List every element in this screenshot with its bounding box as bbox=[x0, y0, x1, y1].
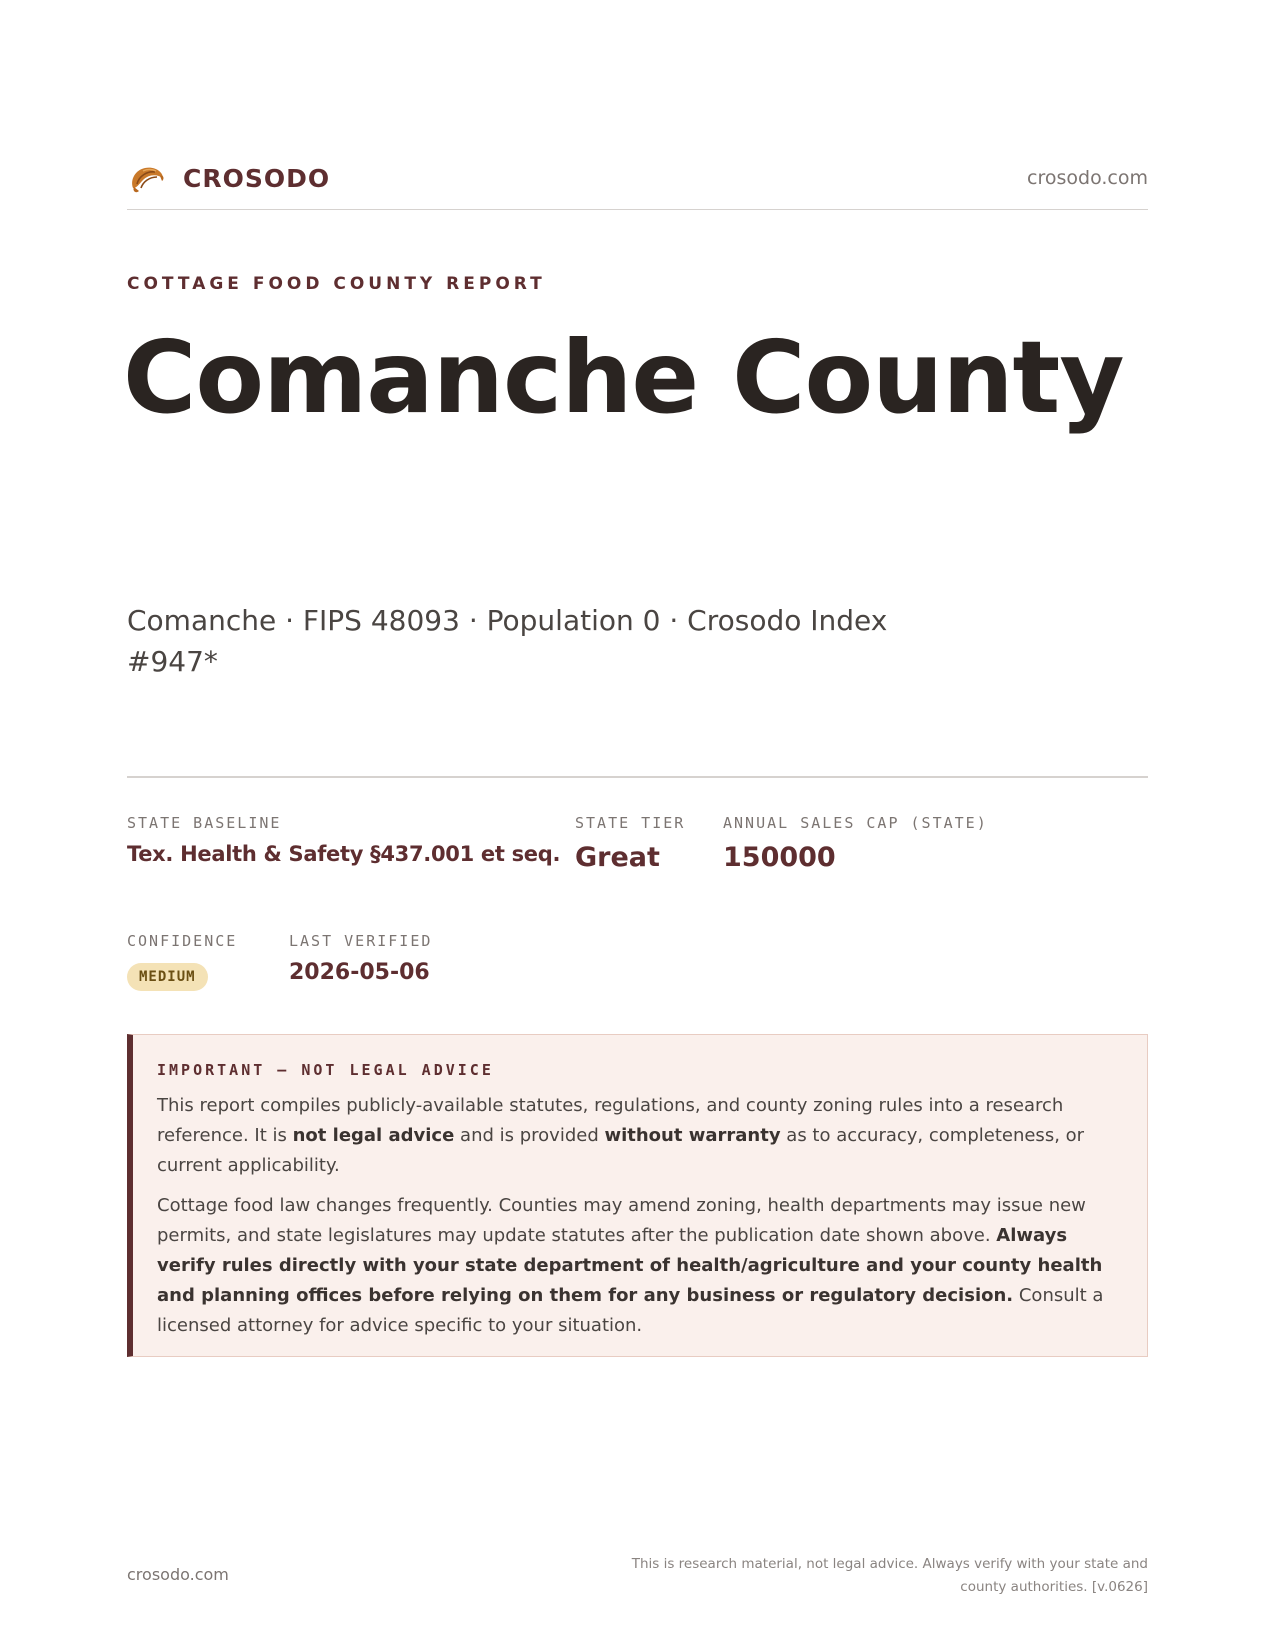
state-baseline-label: STATE BASELINE bbox=[127, 814, 282, 832]
footer-disclaimer: This is research material, not legal advice. Always verify with your state and county authorities. [v.0626] bbox=[631, 1556, 1148, 1595]
notice-paragraph-2 bbox=[157, 1191, 1123, 1341]
notice-emphasis: Always verify rules directly with your state department of health/agriculture and your county health and planning offices before relying on them for any business or regulatory decision. bbox=[157, 1225, 1103, 1306]
legal-notice bbox=[127, 1034, 1148, 1357]
croissant-icon bbox=[127, 158, 167, 198]
confidence-label: CONFIDENCE bbox=[127, 932, 238, 950]
notice-emphasis: without warranty bbox=[604, 1125, 781, 1146]
site-url[interactable]: crosodo.com bbox=[1027, 167, 1148, 189]
annual-sales-cap-value: 150000 bbox=[723, 842, 836, 873]
state-baseline-value: Tex. Health & Safety §437.001 et seq. bbox=[127, 842, 561, 866]
last-verified-field bbox=[289, 932, 432, 985]
brand bbox=[127, 158, 330, 198]
notice-text: This report compiles publicly-available statutes, regulations, and county zoning rules into a research reference. It is bbox=[157, 1095, 1064, 1146]
report-eyebrow: COTTAGE FOOD COUNTY REPORT bbox=[127, 274, 546, 294]
state-tier-label: STATE TIER bbox=[575, 814, 686, 832]
notice-text: as to accuracy, completeness, or current applicability. bbox=[157, 1125, 1085, 1176]
state-tier-field bbox=[575, 814, 685, 873]
notice-paragraph-1 bbox=[157, 1091, 1123, 1181]
page-title: Comanche County bbox=[123, 319, 1124, 436]
brand-name: CROSODO bbox=[183, 163, 331, 193]
page-header bbox=[127, 158, 1148, 210]
confidence-badge: MEDIUM bbox=[127, 963, 208, 991]
last-verified-value: 2026-05-06 bbox=[289, 960, 430, 985]
last-verified-label: LAST VERIFIED bbox=[289, 932, 433, 950]
state-tier-value: Great bbox=[575, 842, 660, 873]
report-subtitle: Comanche · FIPS 48093 · Population 0 · Crosodo Index #947* bbox=[127, 604, 888, 678]
notice-text: Consult a licensed attorney for advice specific to your situation. bbox=[157, 1285, 1104, 1336]
state-baseline-field bbox=[127, 814, 560, 866]
report-page bbox=[123, 0, 1148, 1650]
notice-text: and is provided bbox=[454, 1125, 605, 1146]
section-divider bbox=[127, 776, 1148, 778]
notice-title: IMPORTANT — NOT LEGAL ADVICE bbox=[157, 1061, 494, 1079]
confidence-field bbox=[127, 932, 237, 991]
notice-text: Cottage food law changes frequently. Counties may amend zoning, health departments may issue new permits, and state legislatures may update statutes after the publication date shown above. bbox=[157, 1195, 1086, 1246]
footer-site-url[interactable]: crosodo.com bbox=[127, 1565, 229, 1584]
annual-sales-cap-label: ANNUAL SALES CAP (STATE) bbox=[723, 814, 988, 832]
notice-emphasis: not legal advice bbox=[292, 1125, 455, 1146]
annual-sales-cap-field bbox=[723, 814, 988, 873]
